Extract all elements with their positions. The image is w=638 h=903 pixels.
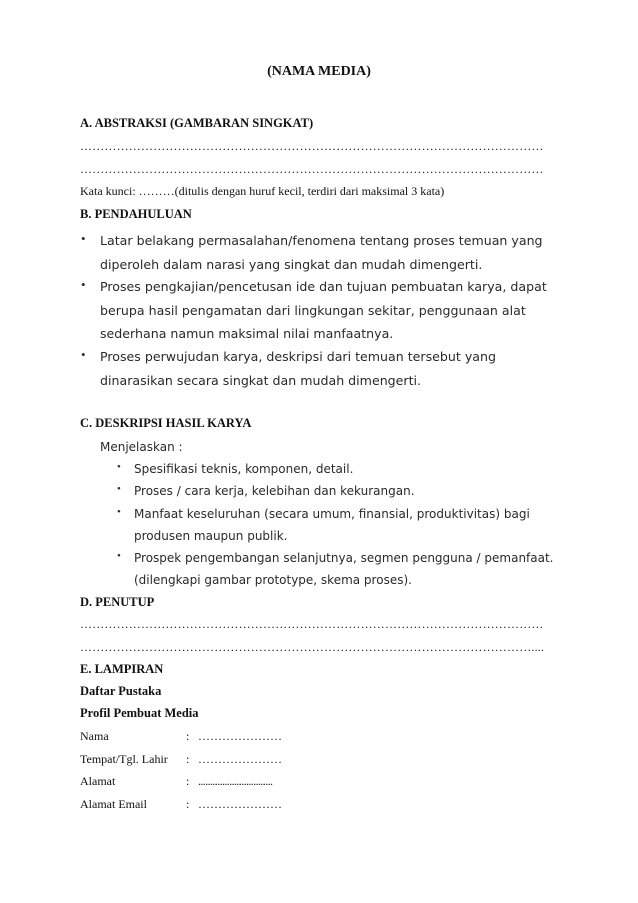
field-value-alamat: ............................... (198, 774, 273, 788)
field-value-alamat-email: ………………… (198, 797, 282, 811)
pendahuluan-bullet-2-line-1: Proses pengkajian/pencetusan ide dan tujuan pembuatan karya, dapat (100, 279, 547, 294)
bullet-icon: • (81, 277, 86, 292)
section-a-dotted-line-1: …………………………………………………………………………………………………… (80, 139, 544, 153)
bullet-icon: • (117, 550, 121, 562)
bullet-icon: • (81, 347, 86, 362)
section-d-dotted-line-2: ………………………………………………………………………………………………….... (80, 640, 545, 654)
field-label-nama: Nama (80, 729, 109, 743)
bullet-icon: • (81, 231, 86, 246)
deskripsi-bullet-4-line-2: (dilengkapi gambar prototype, skema proses). (134, 573, 412, 587)
deskripsi-bullet-3-line-2: produsen maupun publik. (134, 529, 288, 543)
section-b-heading: B. PENDAHULUAN (80, 207, 192, 221)
pendahuluan-bullet-1-line-2: diperoleh dalam narasi yang singkat dan mudah dimengerti. (100, 257, 483, 272)
pendahuluan-bullet-2-line-3: sederhana namun maksimal nilai manfaatnya. (100, 326, 394, 341)
deskripsi-bullet-3-line-1: Manfaat keseluruhan (secara umum, finansial, produktivitas) bagi (134, 507, 530, 521)
page-title: (NAMA MEDIA) (267, 64, 371, 79)
section-e-heading: E. LAMPIRAN (80, 662, 164, 676)
section-d-dotted-line-1: …………………………………………………………………………………………………… (80, 617, 544, 631)
section-a-heading: A. ABSTRAKSI (GAMBARAN SINGKAT) (80, 116, 314, 130)
field-colon: : (186, 752, 190, 766)
deskripsi-bullet-2: Proses / cara kerja, kelebihan dan kekurangan. (134, 484, 415, 498)
section-a-dotted-line-2: …………………………………………………………………………………………………… (80, 162, 544, 176)
field-value-tempat-tgl-lahir: ………………… (198, 752, 282, 766)
field-colon: : (186, 797, 190, 811)
section-c-heading: C. DESKRIPSI HASIL KARYA (80, 416, 252, 430)
field-label-alamat: Alamat (80, 774, 116, 788)
deskripsi-intro: Menjelaskan : (100, 440, 183, 454)
pendahuluan-bullet-3-line-1: Proses perwujudan karya, deskripsi dari temuan tersebut yang (100, 349, 496, 364)
field-colon: : (186, 774, 190, 788)
keywords-line: Kata kunci: ………(ditulis dengan huruf kecil, terdiri dari maksimal 3 kata) (80, 184, 445, 198)
bullet-icon: • (117, 461, 121, 473)
pendahuluan-bullet-3-line-2: dinarasikan secara singkat dan mudah dimengerti. (100, 373, 422, 388)
section-d-heading: D. PENUTUP (80, 595, 155, 609)
daftar-pustaka-heading: Daftar Pustaka (80, 684, 162, 698)
bullet-icon: • (117, 483, 121, 495)
field-label-alamat-email: Alamat Email (80, 797, 147, 811)
bullet-icon: • (117, 506, 121, 518)
pendahuluan-bullet-1-line-1: Latar belakang permasalahan/fenomena tentang proses temuan yang (100, 233, 543, 248)
pendahuluan-bullet-2-line-2: berupa hasil pengamatan dari lingkungan sekitar, penggunaan alat (100, 303, 526, 318)
profil-pembuat-heading: Profil Pembuat Media (80, 706, 199, 720)
deskripsi-bullet-4-line-1: Prospek pengembangan selanjutnya, segmen pengguna / pemanfaat. (134, 551, 554, 565)
field-value-nama: ………………… (198, 729, 282, 743)
field-label-tempat-tgl-lahir: Tempat/Tgl. Lahir (80, 752, 168, 766)
field-colon: : (186, 729, 190, 743)
deskripsi-bullet-1: Spesifikasi teknis, komponen, detail. (134, 462, 354, 476)
